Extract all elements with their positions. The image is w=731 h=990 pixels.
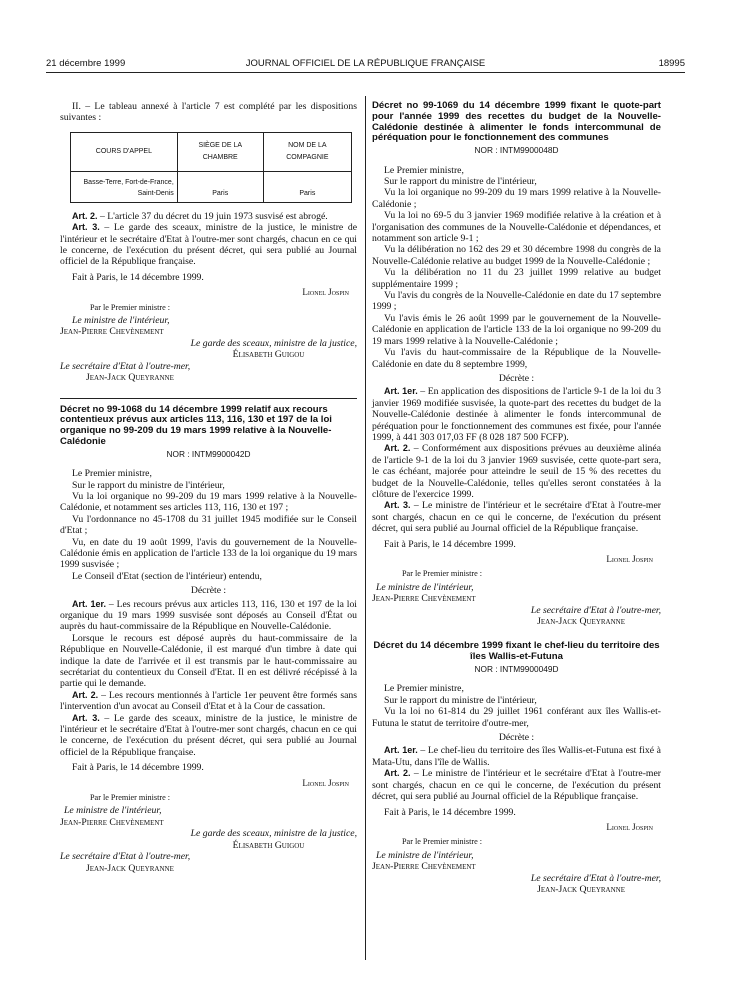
decree-separator (60, 398, 357, 399)
minister-name: Élisabeth Guigou (232, 839, 305, 851)
minister-title: Le ministre de l'intérieur, (376, 849, 474, 861)
minister-title: Le secrétaire d'Etat à l'outre-mer, (530, 604, 661, 616)
visa-line: Le Premier ministre, (384, 683, 464, 695)
visa-line: Vu la loi no 69-5 du 3 janvier 1969 modifiée relative à la création et à l'organisation des communes de la Nouvelle-Calédonie et dépendances, et notamment son article 9-1 ; (372, 210, 661, 245)
visa-line: Vu la loi organique no 99-209 du 19 mars 1999 relative à la Nouvelle-Calédonie ; (372, 187, 661, 210)
signer-name: Lionel Jospin (606, 554, 653, 564)
table-header-cell: SIÈGE DE LA CHAMBRE (177, 132, 263, 171)
header-date: 21 décembre 1999 (46, 58, 126, 69)
visa-line: Vu la loi no 61-814 du 29 juillet 1961 conférant aux îles Wallis-et-Futuna le statut de territoire d'outre-mer, (372, 706, 661, 729)
minister-title: Le secrétaire d'Etat à l'outre-mer, (60, 360, 191, 372)
article-paragraph: Art. 1er. – En application des dispositions de l'article 9-1 de la loi du 3 janvier 1969 modifiée susvisée, la quote-part des recettes du budget de la Nouvelle-Calédonie destinée à alimenter le fonds intercommunal de péréquation pour le fonctionnement des communes est fixée, pour l'année 1999, à 441 303 017,03 FF (8 028 187 500 FCFP). (372, 386, 661, 443)
visa-line: Vu la délibération no 162 des 29 et 30 décembre 1998 du congrès de la Nouvelle-Calédonie relative au budget 1999 de la Nouvelle-Calédonie ; (372, 244, 661, 267)
visa-line: Vu l'avis du haut-commissaire de la République de la Nouvelle-Calédonie en date du 8 septembre 1999, (372, 347, 661, 370)
nor-reference: NOR : INTM9900042D (166, 448, 251, 459)
minister-name: Jean-Jack Queyranne (86, 372, 174, 384)
column-divider (365, 96, 366, 960)
decrete-heading: Décrète : (498, 372, 535, 384)
minister-title: Le secrétaire d'Etat à l'outre-mer, (60, 851, 191, 863)
page-header (46, 58, 685, 72)
signer-name: Lionel Jospin (302, 287, 349, 298)
visa-line: Le Premier ministre, (72, 468, 152, 480)
annex-table (70, 132, 352, 203)
article-paragraph: Art. 3. – Le ministre de l'intérieur et le secrétaire d'Etat à l'outre-mer sont chargés, chacun en ce qui le concerne, de l'exécution du présent décret, qui sera publié au Journal officiel de la République française. (372, 500, 661, 535)
fait-line: Fait à Paris, le 14 décembre 1999. (384, 538, 516, 550)
minister-name: Jean-Jack Queyranne (537, 616, 625, 628)
decree-title: Décret no 99-1069 du 14 décembre 1999 fixant le quote-part pour l'année 1999 des recettes du budget de la Nouvelle-Calédonie destinée à alimenter le fonds intercommunal de péréquation pour le fonctionnement des communes (372, 100, 661, 144)
visa-line: Le Conseil d'Etat (section de l'intérieur) entendu, (72, 570, 262, 582)
article-paragraph: Art. 1er. – Le chef-lieu du territoire des îles Wallis-et-Futuna est fixé à Mata-Utu, dans l'île de Wallis. (372, 745, 661, 768)
minister-name: Jean-Pierre Chevènement (60, 326, 164, 338)
article-paragraph: Art. 2. – L'article 37 du décret du 19 juin 1973 susvisé est abrogé. (72, 210, 328, 222)
nor-reference: NOR : INTM9900049D (474, 664, 559, 675)
minister-name: Jean-Jack Queyranne (86, 862, 174, 874)
table-row (71, 171, 352, 202)
table-cell: Paris (263, 171, 351, 202)
minister-name: Jean-Jack Queyranne (537, 883, 625, 895)
nor-reference: NOR : INTM9900048D (474, 145, 559, 156)
header-page-number: 18995 (658, 58, 685, 69)
table-cell: Basse-Terre, Fort-de-France, Saint-Denis (71, 171, 178, 202)
table-header-cell: COURS D'APPEL (71, 132, 178, 171)
par-premier-ministre: Par le Premier ministre : (90, 793, 171, 803)
left-column (60, 101, 357, 874)
minister-name: Élisabeth Guigou (232, 349, 305, 361)
intro-paragraph: II. – Le tableau annexé à l'article 7 est complété par les dispositions suivantes : (60, 101, 357, 124)
fait-line: Fait à Paris, le 14 décembre 1999. (72, 762, 204, 774)
visa-line: Vu, en date du 19 août 1999, l'avis du gouvernement de la Nouvelle-Calédonie émis en application de l'article 133 de la loi organique du 19 mars 1999 susvisée ; (60, 536, 357, 571)
article-paragraph: Art. 2. – Les recours mentionnés à l'article 1er peuvent être formés sans l'intervention d'un avocat au Conseil d'Etat et à la Cour de cassation. (60, 689, 357, 713)
fait-line: Fait à Paris, le 14 décembre 1999. (72, 271, 204, 283)
minister-name: Jean-Pierre Chevènement (372, 593, 476, 605)
par-premier-ministre: Par le Premier ministre : (402, 569, 483, 579)
decrete-heading: Décrète : (190, 585, 227, 597)
decrete-heading: Décrète : (498, 732, 535, 744)
minister-name: Jean-Pierre Chevènement (60, 816, 164, 828)
signer-name: Lionel Jospin (302, 777, 349, 788)
minister-title: Le ministre de l'intérieur, (72, 315, 170, 327)
visa-line: Vu la loi organique no 99-209 du 19 mars 1999 relative à la Nouvelle-Calédonie, et notamment ses articles 113, 116, 130 et 197 ; (60, 490, 357, 514)
article-paragraph: Art. 2. – Conformément aux dispositions prévues au deuxième alinéa de l'article 9-1 de la loi du 3 janvier 1969 susvisée, cette quote-part sera, le cas échéant, majorée pour atteindre le seuil de 15 % des recettes du budget de la Nouvelle-Calédonie, telles qu'elles seront constatées à la clôture de l'exercice 1999. (372, 443, 661, 500)
minister-title: Le garde des sceaux, ministre de la justice, (190, 337, 357, 349)
decree-title: Décret no 99-1068 du 14 décembre 1999 relatif aux recours contentieux prévus aux articles 113, 116, 130 et 197 de la loi organique no 99-209 du 19 mars 1999 relative à la Nouvelle-Calédonie (60, 403, 332, 447)
article-paragraph: Art. 3. – Le garde des sceaux, ministre de la justice, le ministre de l'intérieur et le secrétaire d'Etat à l'outre-mer sont chargés, chacun en ce qui le concerne, de l'exécution du présent décret, qui sera publié au Journal officiel de la République française. (60, 222, 357, 268)
minister-title: Le ministre de l'intérieur, (376, 581, 474, 593)
article-paragraph: Art. 3. – Le garde des sceaux, ministre de la justice, le ministre de l'intérieur et le secrétaire d'Etat à l'outre-mer sont chargés, chacun en ce qui le concerne, de l'exécution du présent décret, qui sera publié au Journal officiel de la République française. (60, 712, 357, 758)
visa-line: Vu la délibération no 11 du 23 juillet 1999 relative au budget supplémentaire 1999 ; (372, 267, 661, 290)
article-paragraph: Lorsque le recours est déposé auprès du haut-commissaire de la République en Nouvelle-Calédonie, il est marqué d'un timbre à date qui indique la date de l'arrivée et il est transmis par le haut-commissaire au secrétariat du contentieux du Conseil d'Etat. Il en est délivré récépissé à la partie qui le demande. (60, 632, 357, 690)
visa-line: Vu l'avis émis le 26 août 1999 par le gouvernement de la Nouvelle-Calédonie en application de l'article 133 de la loi organique no 99-209 du 19 mars 1999 relative à la Nouvelle-Calédonie ; (372, 312, 661, 347)
signer-name: Lionel Jospin (606, 821, 653, 832)
minister-name: Jean-Pierre Chevènement (372, 861, 476, 873)
visa-line: Sur le rapport du ministre de l'intérieur, (72, 479, 225, 491)
visa-line: Sur le rapport du ministre de l'intérieur, (384, 694, 537, 706)
visa-line: Vu l'ordonnance no 45-1708 du 31 juillet 1945 modifiée sur le Conseil d'Etat ; (60, 513, 357, 537)
table-header-cell: NOM DE LA COMPAGNIE (263, 132, 351, 171)
table-cell: Paris (177, 171, 263, 202)
decree-title: Décret du 14 décembre 1999 fixant le chef-lieu du territoire des îles Wallis-et-Futuna (373, 640, 660, 663)
right-column (372, 101, 661, 895)
header-rule (46, 72, 685, 73)
article-paragraph: Art. 2. – Le ministre de l'intérieur et le secrétaire d'Etat à l'outre-mer sont chargés, chacun en ce qui le concerne, de l'exécution du présent décret, qui sera publié au Journal officiel de la République française. (372, 768, 661, 803)
par-premier-ministre: Par le Premier ministre : (402, 837, 483, 847)
visa-line: Vu l'avis du congrès de la Nouvelle-Calédonie en date du 17 septembre 1999 ; (372, 290, 661, 313)
fait-line: Fait à Paris, le 14 décembre 1999. (384, 806, 516, 818)
visa-line: Le Premier ministre, (384, 164, 464, 176)
article-paragraph: Art. 1er. – Les recours prévus aux articles 113, 116, 130 et 197 de la loi organique du 19 mars 1999 susvisée sont déposés au Conseil d'État ou auprès du haut-commissaire de la République en Nouvelle-Calédonie. (60, 598, 357, 633)
minister-title: Le secrétaire d'Etat à l'outre-mer, (530, 872, 661, 884)
header-title: JOURNAL OFFICIEL DE LA RÉPUBLIQUE FRANÇAISE (245, 58, 486, 69)
minister-title: Le garde des sceaux, ministre de la justice, (190, 828, 357, 840)
minister-title: Le ministre de l'intérieur, (64, 805, 162, 817)
par-premier-ministre: Par le Premier ministre : (90, 302, 171, 312)
visa-line: Sur le rapport du ministre de l'intérieur, (384, 176, 537, 187)
